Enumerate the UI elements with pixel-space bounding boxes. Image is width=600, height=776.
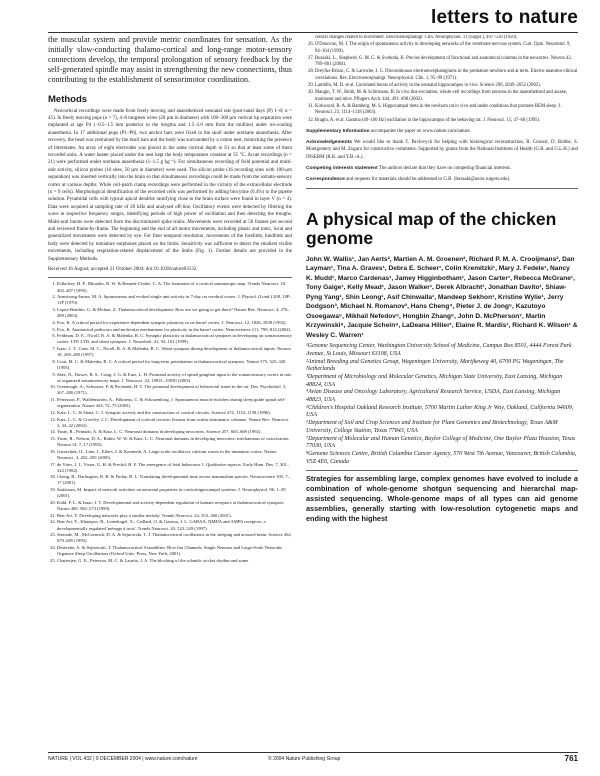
affiliation-item: ⁴Avian Disease and Oncology Laboratory, Agricultural Research Service, USDA, East Lansing, Michigan 48823, USA xyxy=(306,389,561,404)
acknowledgements-text: We would like to thank T. Pavlovych for helping with histological reconstruction, R. Cossart, D. Robbe, S. Montgomery and M. Zugaro for constructive comments. Supported by grants from the National Institutes of Health (G.B. and G.L.H.) and INSERM (R.K. and Y.B.-A.). xyxy=(306,140,578,160)
reference-item: 3. Lopez-Bendito, G. & Molnar, Z. Thalamocortical development: How are we going to get there? Nature Rev. Neurosci. 4, 276–289 (2003). xyxy=(57,307,292,319)
acknowledgements-label: Acknowledgements xyxy=(306,140,352,146)
reference-item: 27. Buzsaki, L., Shepherd, G. M. G. & Svoboda, K. Precise development of functional and anatomical columns in the neocortex. Neuron 42, 789–801 (2004). xyxy=(315,56,578,69)
intro-paragraph: the muscular system and provide metric coordinates for sensation. As the initially slow-conducting thalamo-cortical and long-range motor-sensory connections develop, the temporal prolongation of sensory feedback by the self-generated spindle may assist in strengthening the new connections, thus contributing to the establishment of sensorimotor coordination. xyxy=(48,35,292,84)
footer-rule xyxy=(48,752,578,753)
affiliation-item: ⁵Children's Hospital Oakland Research Institute, 5700 Martin Luther King Jr Way, Oakland, California 94609, USA xyxy=(306,404,574,419)
supplementary-text: accompanies the paper on www.nature.com/nature. xyxy=(370,128,471,134)
right-column xyxy=(306,35,578,750)
affiliation-item: ⁸Genome Sciences Centre, British Columbia Cancer Agency, 570 West 7th Avenue, Vancouver, British Columbia, V5Z 4E6, Canada xyxy=(306,450,577,465)
abstract-paragraph: Strategies for assembling large, complex genomes have evolved to include a combination of whole-genome shotgun sequencing and hierarchal map-assisted sequencing. Whole-genome maps of all types can aid genome assemblies, generally starting with low-resolution cytogenetic maps and ending with the highest xyxy=(306,474,578,523)
reference-item: 12. Katz, L. C. & Shatz, C. J. Synaptic activity and the construction of cortical circuits. Science 274, 1133–1138 (1996). xyxy=(57,410,292,416)
affiliation-item: ³Department of Microbiology and Molecular Genetics, Michigan State University, East Lansing, Michigan 48824, USA xyxy=(306,373,563,388)
reference-item: 10. Greenough, A., Schwartz, F. & Pechenik, H. T. The postnatal development of behavioral states in the rat. Dev. Psychobiol. 3, 267–280 (1971). xyxy=(57,384,292,396)
reference-item: 23. Steriade, M., McCormick, D. A. & Sejnowski, T. J. Thalamocortical oscillations in the sleeping and aroused brain. Science 262, 679–685 (1993). xyxy=(57,532,292,544)
copyright-notice: © 2004 Nature Publishing Group xyxy=(268,756,341,762)
abstract-rule xyxy=(306,470,578,471)
competing-text: The authors declare that they have no competing financial interests. xyxy=(378,166,512,172)
methods-section xyxy=(48,108,292,264)
methods-heading: Methods xyxy=(48,93,88,105)
reference-item: 18. Cheng, R., Darlington, R. B. & Finlay, B. L. Translating developmental time across mammalian species. Neuroscience 105, 7–17 (2001). xyxy=(57,474,292,486)
page-footer xyxy=(48,752,578,766)
reference-list xyxy=(48,281,292,563)
left-column xyxy=(48,35,292,750)
reference-item: 25. Chatterjee, G. E., Peterson, M. C. & Lauritz, J. A. The blocking of the rolandic wicket rhythm and some xyxy=(57,558,292,564)
reference-item: 15. Yuste, R., Nelson, D. A., Rubin, W. W. & Katz, L. C. Neuronal domains in developing neocortex: mechanisms of coactivation. Neuron 14, 7–17 (1995). xyxy=(57,436,292,448)
received-line: Received 16 August; accepted 21 October 2004; doi:10.1038/nature03132. xyxy=(48,267,198,273)
correspondence-label: Correspondence xyxy=(306,177,345,183)
supplementary-info xyxy=(306,128,578,135)
reference-list-continued xyxy=(306,35,578,124)
reference-item: central changes related to movement. Electroencephalogr. Clin. Neurophysiol. 11 (Suppl.), 497–510 (1959). xyxy=(315,35,518,40)
reference-item: 28. Dreyfus-Brisac, C. & Larroche, J. C. Discontinuous electroencephalograms in the premature newborn and at term. Electro-anatomo-clinical correlations. Rev. Electroencephalogr. Neurophysiol. Clin. 1, 95–99 (1971). xyxy=(315,69,578,82)
reference-item: 32. Bragin, A. et al. Gamma (40–100 Hz) oscillation in the hippocampus of the behaving rat. J. Neurosci. 15, 47–60 (1995). xyxy=(315,118,578,124)
author-list: John W. Wallis¹, Jan Aerts², Martien A. M. Groenen², Richard P. M. A. Crooijmans², Dan Layman¹, Tina A. Graves¹, Debra E. Scheer¹, Colin Kremitzki¹, Mary J. Fedele¹, Nancy K. Mudd¹, Marco Cardenas¹, Jamey Higginbotham¹, Jason Carter¹, Rebecca McGrane¹, Tony Gaige¹, Kelly Mead¹, Jason Walker¹, Derek Albracht¹, Jonathan Davito¹, Shiaw-Pyng Yang¹, Shin Leong¹, Asif Chinwalla¹, Mandeep Sekhon¹, Kristine Wylie¹, Jerry Dodgson³, Michael N. Romanov³, Hans Cheng⁴, Pieter J. de Jong⁵, Kazutoyo Osoegawa⁵, Mikhail Nefedov⁵, Hongbin Zhang⁶, John D. McPherson⁷, Martin Krzywinski⁸, Jacquie Schein⁸, LaDeana Hillier¹, Elaine R. Mardis¹, Richard K. Wilson¹ & Wesley C. Warren¹ xyxy=(306,255,578,339)
header-rule xyxy=(48,32,578,33)
reference-item: 11. Petersson, P., Waldenström, A., Fåhraeus, C. & Schouenborg, J. Spontaneous muscle twitches during sleep guide spinal self-organization. Nature 424, 72–75 (2003). xyxy=(57,397,292,409)
reference-item: 14. Yuste, R., Peinado, A. & Katz, L. C. Neuronal domains in developing neocortex. Science 257, 665–669 (1992). xyxy=(57,429,292,435)
affiliation-list xyxy=(306,343,578,466)
affiliation-item: ⁷Department of Molecular and Human Genetics, Baylor College of Medicine, One Baylor Plaza Houston, Texas 77030, USA xyxy=(306,435,576,450)
reference-item: 1. Killackey, H. P., Rhoades, R. W. & Bennett-Clarke, C. A. The formation of a cortical somatotopic map. Trends Neurosci. 18, 402–407 (1995). xyxy=(57,281,292,293)
reference-item: 9. Sáez, N., Dawes, B. S., Craig, J. G. & Eutz, L. H. Postnatal activity of spinal ganglion input to the somatosensory cortex in rats of organized somatosensory maps. J. Neurosci. 23, 10921–10930 (2003). xyxy=(57,372,292,384)
reference-item: 26. O'Donovan, M. J. The origin of spontaneous activity in developing networks of the vertebrate nervous system. Curr. Opin. Neurobiol. 9, 94–104 (1999). xyxy=(315,42,578,55)
competing-interests xyxy=(306,165,578,172)
competing-label: Competing interests statement xyxy=(306,166,378,172)
methods-paragraph: Neocortical recordings were made from freely moving and anaesthetized neonatal rats (post-natal days (P) 1–8; n = 45). In freely moving pups (n = 7), 4–8 tungsten wires (20 µm in diameter) with 100–300 µm vertical tip separation were implanted at age P4 (−0.5–1.5 mm posterior to the bregma and 1.5–2.0 mm from the midline) under ice-cooling anaesthesia. In 17 additional pups (P1–P6), two anchor bars were fixed to the skull under urethane anaesthesia. After recovery, the head was restrained by the skull bars and the body was surrounded by a cotton nest, mimicking the presence of littermates. An array of eight electrodes was placed in the same cortical depth in S1 so that at least some of them recorded units. A water heater placed under the nest kept the body temperature constant at 35 °C. Acute recordings (n = 21) were performed under urethane anaesthesia (1–1.5 g kg⁻¹). For simultaneous recording of field potential and multi-unit activity, silicon probes (16 sites, 50 µm in diameter) were used. The silicon probe (16 recording sites with 100-µm separation) was inserted vertically into the brain so that simultaneous recordings could be made from the somato-sensory cortex at various depths. While cell-patch clamp recordings were performed in the vicinity of the extracellular electrode (n = 9 cells). Morphological identification of the recorded cells was performed by adding biocytine (0.4%) to the pipette solution. Pyramidal cells with typical apical dendrite ramifying close to the brain surface were found in layer V (n = 4). Data were acquired at sampling rate of 20 kHz and analysed off-line. Oscillatory events were detected by filtering the wave in respective frequency ranges, identifying periods of high power of oscillation and then detecting the troughs. Multi-unit bursts were detected from the discriminated spike trains. Movements were recorded at 50 frames per second and reviewed frame-by-frame. The beginning and the end of all motor movements, including phasic and tonic, local and generalized movements were detected by eye. For finer temporal resolution, movements of the forelimb, hindlimb and body were detected by miniature earphones placed on the limbs. Sensitivity was sufficient to detect the smallest visible movements, including respiration-related displacement of the limbs (Fig. 1). Further details are provided in the Supplementary Methods. xyxy=(48,108,292,262)
correspondence-text: and requests for materials should be addressed to G.B. (buzsaki@axon.rutgers.edu). xyxy=(346,177,511,183)
reference-item: 2. Armstrong-James, M. A. Spontaneous and evoked single unit activity in 7-day rat cerebral cortex. J. Physiol. (Lond.) 208, 10P–11P (1970). xyxy=(57,294,292,306)
reference-item: 19. Stafstrom, M. Impact of network activities on neuronal properties in corticohippocampal systems. J. Neurophysiol. 86, 1–39 (2001). xyxy=(57,487,292,499)
affiliation-item: ⁶Department of Soil and Crop Sciences and Institute for Plant Genomics and Biotechnology, Texas A&M University, College Station, Texas 77843, USA xyxy=(306,420,558,434)
reference-item: 29. Lamblin, M. D. et al. Correlated bursts of activity in the neonatal hippocampus in vivo. Science 296, 2049–2052 (2002). xyxy=(315,83,578,89)
reference-item: 6. Feldman, D. E., Nicoll, R. A. & Malenka, R. C. Synaptic plasticity at thalamocortical synapses in developing rat somatosensory cortex: LTP, LTD, and silent synapses. J. Neurobiol. 41, 92–101 (1999). xyxy=(57,333,292,345)
reference-item: 31. Kirkwood, R. A. & Bamberg, M. S. Hippocampal theta in the newborn rat in vivo and under conditions that promote REM sleep. J. Neurosci. 23, 1114–1118 (2003). xyxy=(315,104,578,117)
references-rule xyxy=(48,277,292,278)
article-rule xyxy=(306,188,578,189)
supplementary-label: Supplementary Information xyxy=(306,128,370,134)
journal-info: NATURE | VOL 432 | 9 DECEMBER 2004 | www.nature.com/nature xyxy=(48,756,198,762)
reference-item: 24. Destexhe, A. & Sejnowski, T. Thalamocortical Assemblies: How Ion Channels, Single Neurons and Large-Scale Networks Organize Sleep Oscillations (Oxford Univ. Press, New York, 2001). xyxy=(57,545,292,557)
correspondence xyxy=(306,176,578,183)
reference-item: 5. Fox, K. Anatomical pathways and molecular mechanisms for plasticity in the barrel cortex. Neuroscience 111, 799–814 (2002). xyxy=(57,327,292,333)
acknowledgements xyxy=(306,139,578,161)
reference-item: 30. Mangin, T. W., Reith, M. & Schirmann, B. In vivo line excitation, whole-cell recordings from neurons in the anaesthetized and awake, marmoset and mice. Pflugers Arch. 444, 491–498 (2002). xyxy=(315,90,578,103)
reference-item: 8. Crair, M. C. & Malenka, R. C. A critical period for long-term potentiation at thalamocortical synapses. Nature 375, 325–328 (1995). xyxy=(57,359,292,371)
page-header xyxy=(0,0,600,34)
reference-item: 17. de Vries, J. I., Visser, G. H. & Prechtl, H. F. The emergence of fetal behaviour. I. Qualitative aspects. Early Hum. Dev. 7, 301–322 (1982). xyxy=(57,462,292,474)
reference-item: 13. Katz, L. C. & Crowley, J. C. Development of cortical circuits: lessons from ocular dominance columns. Nature Rev. Neurosci. 3, 34–42 (2002). xyxy=(57,417,292,429)
article-title: A physical map of the chicken genome xyxy=(306,208,557,249)
affiliation-item: ¹Genome Sequencing Center, Washington University School of Medicine, Campus Box 8501, 4444 Forest Park Avenue, St Louis, Missouri 63108, USA xyxy=(306,343,572,357)
reference-item: 7. Isaac, J. T., Crair, M. C., Nicoll, R. A. & Malenka, R. C. Silent synapses during development of thalamocortical inputs. Neuron 18, 269–280 (1997). xyxy=(57,346,292,358)
reference-item: 22. Ben-Ari, Y., Khazipov, R., Leinekugel, X., Caillard, O. & Gaiarsa, J. L. GABAA, NMDA and AMPA receptors: a developmentally regulated 'ménage à trois'. Trends Neurosci. 20, 523–529 (1997). xyxy=(57,519,292,531)
reference-item: 16. Garaschuk, O., Linn, J., Eilers, J. & Konnerth, A. Large-scale oscillatory calcium waves in the immature cortex. Nature Neurosci. 3, 452–459 (2000). xyxy=(57,449,292,461)
reference-item: 4. Fox, K. A critical period for experience-dependent synaptic plasticity in rat barrel cortex. J. Neurosci. 12, 1826–1838 (1992). xyxy=(57,320,292,326)
affiliation-item: ²Animal Breeding and Genetics Group, Wageningen University, Marijkeweg 40, 6709 PG Wageningen, The Netherlands xyxy=(306,358,564,373)
page-number: 761 xyxy=(564,754,578,763)
reference-item: 20. Kidd, F. L. & Isaac, J. T. Developmental and activity-dependent regulation of kainate receptors at thalamocortical synapses. Nature 400, 569–573 (1999). xyxy=(57,500,292,512)
reference-item: 21. Ben-Ari, Y. Developing networks play a similar melody. Trends Neurosci. 24, 353–360 (2001). xyxy=(57,513,292,519)
section-title: letters to nature xyxy=(431,7,578,28)
